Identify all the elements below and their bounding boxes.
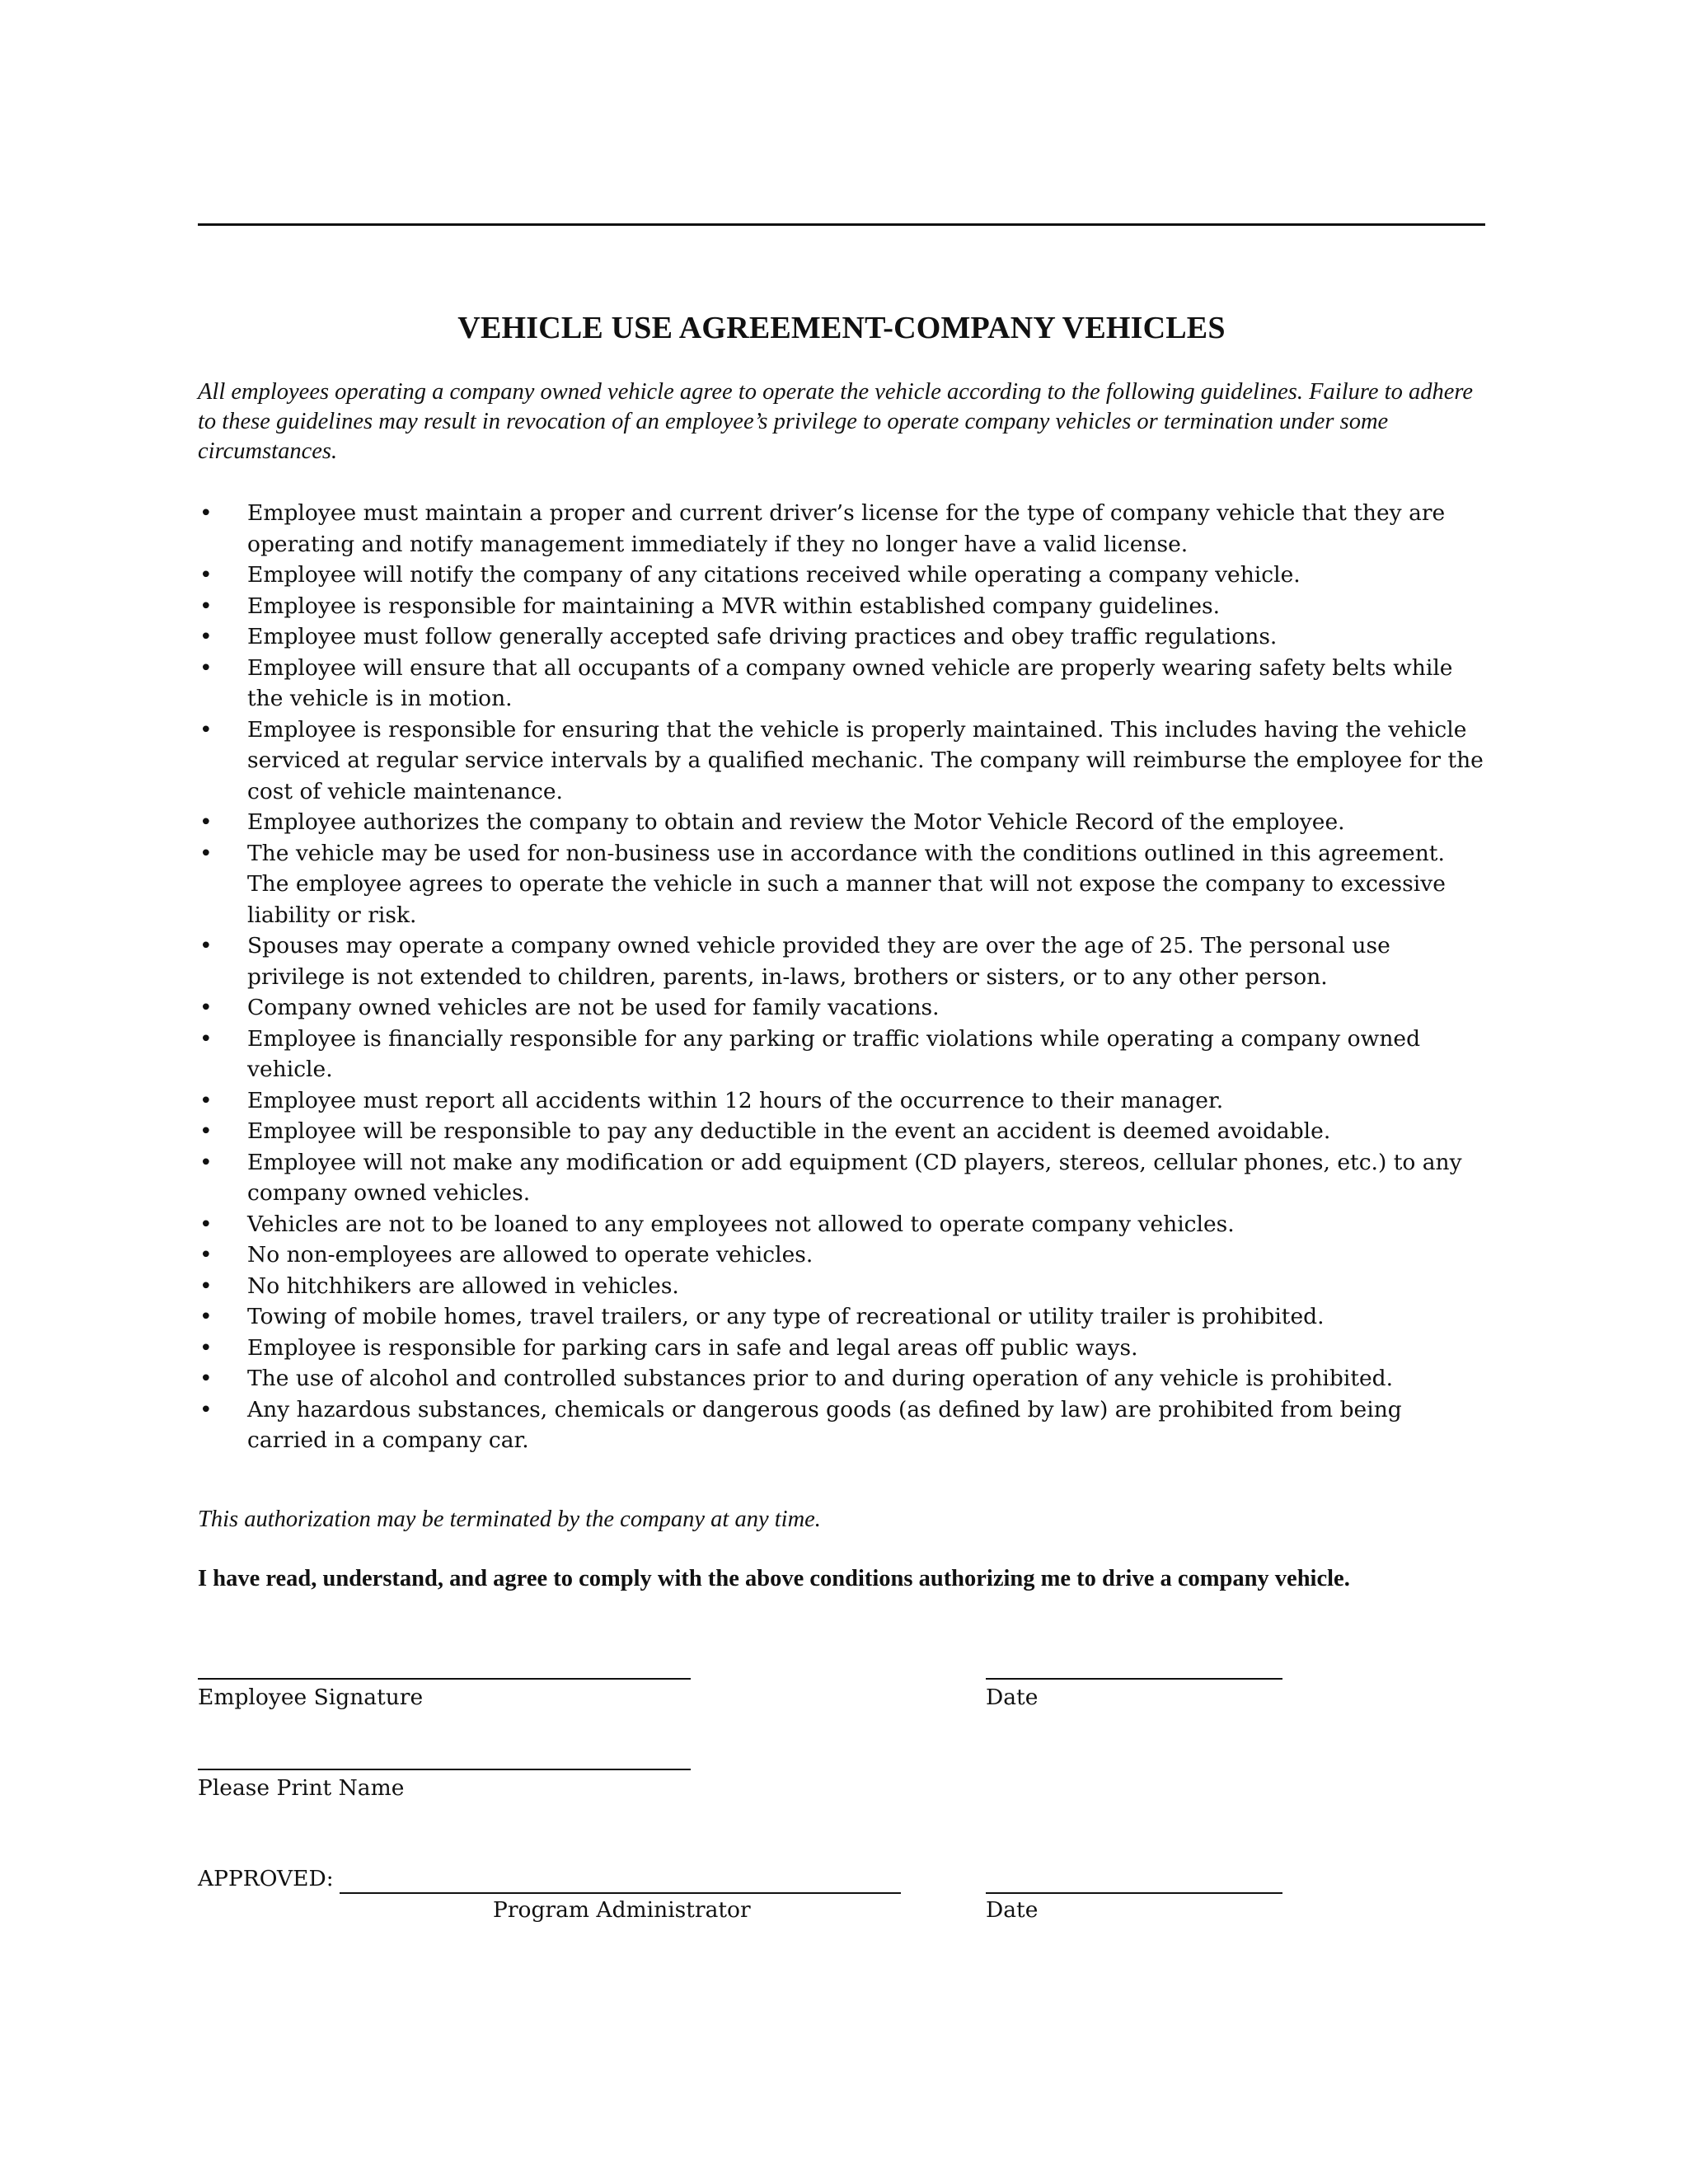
employee-signature-label: Employee Signature bbox=[198, 1685, 424, 1710]
rule-item bbox=[198, 591, 1485, 622]
rule-text: Employee will not make any modification or add equipment (CD players, stereos, cellular phones, etc.) to any company owned vehicles. bbox=[247, 1149, 1462, 1206]
bullet-icon: • bbox=[199, 1304, 213, 1329]
bullet-icon: • bbox=[199, 562, 213, 588]
print-name-label: Please Print Name bbox=[198, 1775, 405, 1801]
rule-text: Company owned vehicles are not be used for family vacations. bbox=[247, 995, 940, 1020]
rule-text: Employee is responsible for parking cars in safe and legal areas off public ways. bbox=[247, 1334, 1138, 1361]
date-line-2[interactable] bbox=[986, 1892, 1282, 1894]
rule-item bbox=[198, 1209, 1485, 1240]
rule-text: Any hazardous substances, chemicals or dangerous goods (as defined by law) are prohibited from being carried in a company car. bbox=[247, 1396, 1402, 1453]
bullet-icon: • bbox=[199, 1118, 213, 1144]
rule-item bbox=[198, 1240, 1485, 1271]
rule-text: Employee will be responsible to pay any deductible in the event an accident is deemed avoidable. bbox=[247, 1118, 1331, 1144]
bullet-icon: • bbox=[199, 1242, 213, 1268]
rule-text: No non-employees are allowed to operate vehicles. bbox=[247, 1242, 814, 1268]
rule-text: Employee must follow generally accepted safe driving practices and obey traffic regulations. bbox=[247, 624, 1278, 649]
rule-item bbox=[198, 1085, 1485, 1117]
bullet-icon: • bbox=[199, 1366, 213, 1391]
bullet-icon: • bbox=[199, 933, 213, 958]
rule-item bbox=[198, 930, 1485, 992]
bullet-icon: • bbox=[199, 624, 213, 649]
rule-text: The vehicle may be used for non-business use in accordance with the conditions outlined in this agreement. The employee agrees to operate the vehicle in such a manner that will not expose the company to excessive liability or risk. bbox=[247, 840, 1446, 928]
intro-paragraph: All employees operating a company owned vehicle agree to operate the vehicle according to the following guidelines. Failure to adhere to these guidelines may result in revocation of an employee’s privilege to operate company vehicles or termination under some circumstances. bbox=[198, 379, 1474, 464]
header-rule bbox=[198, 223, 1485, 226]
bullet-icon: • bbox=[199, 500, 213, 526]
rule-item bbox=[198, 807, 1485, 838]
date-label-2: Date bbox=[986, 1897, 1039, 1923]
rule-item bbox=[198, 715, 1485, 808]
closing-note: This authorization may be terminated by the company at any time. bbox=[198, 1507, 821, 1532]
bullet-icon: • bbox=[199, 593, 213, 619]
rule-text: Employee is financially responsible for any parking or traffic violations while operating a company owned vehicle. bbox=[247, 1025, 1421, 1082]
rule-item bbox=[198, 838, 1485, 931]
rule-item bbox=[198, 992, 1485, 1024]
rule-item bbox=[198, 1147, 1485, 1209]
bullet-icon: • bbox=[199, 1396, 213, 1422]
document-title: VEHICLE USE AGREEMENT-COMPANY VEHICLES bbox=[457, 311, 1226, 345]
rule-item bbox=[198, 1363, 1485, 1394]
rule-item bbox=[198, 621, 1485, 653]
rule-item bbox=[198, 1271, 1485, 1302]
program-administrator-label: Program Administrator bbox=[493, 1897, 751, 1923]
bullet-icon: • bbox=[199, 716, 213, 743]
date-line-1[interactable] bbox=[986, 1678, 1282, 1680]
bullet-icon: • bbox=[199, 1334, 213, 1361]
rule-text: Towing of mobile homes, travel trailers, or any type of recreational or utility trailer is prohibited. bbox=[247, 1304, 1325, 1329]
bullet-icon: • bbox=[199, 809, 213, 835]
rule-text: No hitchhikers are allowed in vehicles. bbox=[247, 1272, 679, 1299]
rule-item bbox=[198, 498, 1485, 560]
rule-text: The use of alcohol and controlled substances prior to and during operation of any vehicle is prohibited. bbox=[247, 1366, 1394, 1391]
approval-signature-line[interactable] bbox=[340, 1892, 901, 1894]
bullet-icon: • bbox=[199, 1087, 213, 1113]
rule-item bbox=[198, 1024, 1485, 1085]
rule-item bbox=[198, 1333, 1485, 1364]
rule-item bbox=[198, 1116, 1485, 1147]
bullet-icon: • bbox=[199, 1149, 213, 1175]
rule-item bbox=[198, 653, 1485, 715]
approved-label: APPROVED: bbox=[198, 1866, 334, 1891]
date-label-1: Date bbox=[986, 1685, 1039, 1710]
rule-text: Employee is responsible for maintaining a MVR within established company guidelines. bbox=[247, 593, 1221, 619]
rule-item bbox=[198, 1301, 1485, 1333]
bullet-icon: • bbox=[199, 1025, 213, 1052]
bullet-icon: • bbox=[199, 840, 213, 866]
print-name-line[interactable] bbox=[198, 1769, 691, 1770]
rule-text: Employee will ensure that all occupants of a company owned vehicle are properly wearing safety belts while the vehicle is in motion. bbox=[247, 654, 1453, 711]
rule-text: Employee is responsible for ensuring that the vehicle is properly maintained. This includes having the vehicle serviced at regular service intervals by a qualified mechanic. The company will reimburse the employee for the cost of vehicle maintenance. bbox=[247, 716, 1484, 804]
rule-text: Employee must maintain a proper and current driver’s license for the type of company vehicle that they are operating and notify management immediately if they no longer have a valid license. bbox=[247, 500, 1446, 557]
rule-item bbox=[198, 1394, 1485, 1456]
rules-list bbox=[198, 498, 1485, 1456]
rule-text: Employee must report all accidents within 12 hours of the occurrence to their manager. bbox=[247, 1087, 1224, 1113]
rule-item bbox=[198, 560, 1485, 591]
rule-text: Vehicles are not to be loaned to any employees not allowed to operate company vehicles. bbox=[247, 1211, 1235, 1237]
rule-text: Employee will notify the company of any citations received while operating a company vehicle. bbox=[247, 562, 1301, 588]
agreement-statement: I have read, understand, and agree to comply with the above conditions authorizing me to drive a company vehicle. bbox=[198, 1566, 1350, 1591]
rule-text: Employee authorizes the company to obtain and review the Motor Vehicle Record of the employee. bbox=[247, 809, 1345, 835]
employee-signature-line[interactable] bbox=[198, 1678, 691, 1680]
bullet-icon: • bbox=[199, 1272, 213, 1299]
bullet-icon: • bbox=[199, 654, 213, 681]
bullet-icon: • bbox=[199, 1211, 213, 1237]
rule-text: Spouses may operate a company owned vehicle provided they are over the age of 25. The personal use privilege is not extended to children, parents, in-laws, brothers or sisters, or to any other person. bbox=[247, 933, 1390, 990]
bullet-icon: • bbox=[199, 995, 213, 1020]
